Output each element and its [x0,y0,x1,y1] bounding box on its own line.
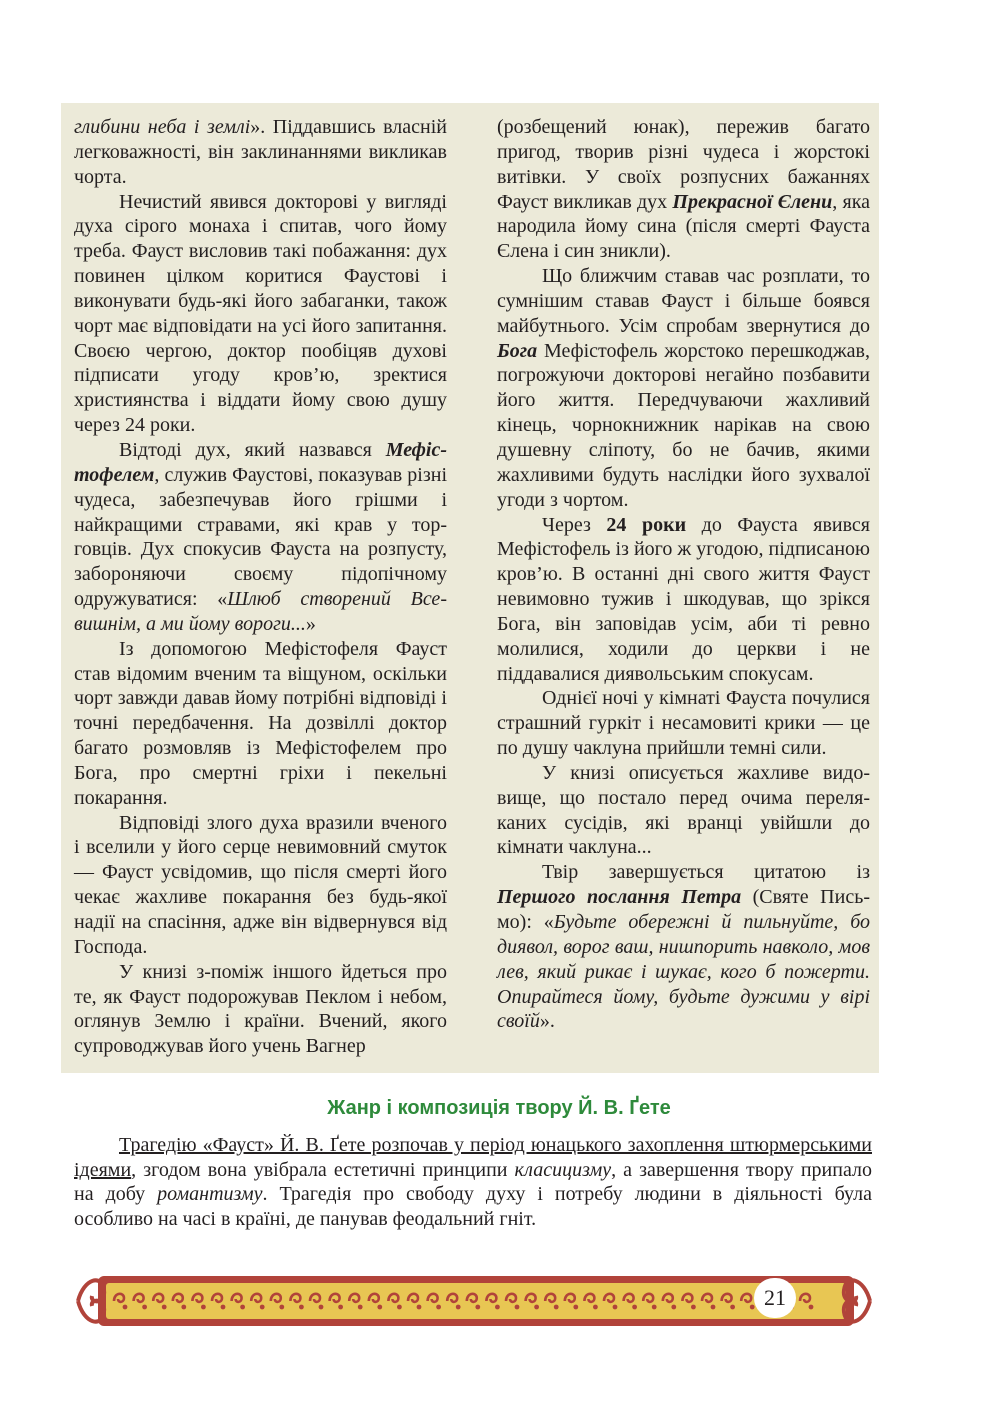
dot-ornament [181,1305,186,1310]
dot-ornament [201,1305,206,1310]
text-run: Через [542,513,607,536]
text-run: глибини неба і землі [74,116,251,138]
text-run: Бога [497,339,538,362]
dot-ornament [730,1305,735,1310]
text-run: Відтоді дух, який назвався [119,438,386,461]
dot-ornament [573,1305,578,1310]
text-run: (Святе Письмо): « [497,886,870,933]
intro-text [74,1133,872,1232]
dot-ornament [495,1305,500,1310]
dot-ornament [613,1305,618,1310]
text-run: романтизму [157,1183,263,1206]
dot-ornament [534,1305,539,1310]
intro-paragraph [74,1133,872,1232]
dot-ornament [671,1305,676,1310]
paragraph [497,115,870,264]
text-run: Відповіді злого духа вразили вченого і вселили у його серце невимовний смуток — Фауст усвідомив, що після смерті його чекає жахливе покарання без будь-якої надії на спасіння, адже він відвернувся від Господа. [74,811,447,958]
dot-ornament [691,1305,696,1310]
text-run: ». Піддавшись власній легковажності, він заклинаннями викликав чорта. [74,116,447,188]
dot-ornament [221,1305,226,1310]
dot-ornament [711,1305,716,1310]
dot-ornament [338,1305,343,1310]
paragraph [74,438,447,637]
dot-ornament [397,1305,402,1310]
text-panel [61,103,879,1073]
dot-ornament [142,1305,147,1310]
text-run: Що ближчим ставав час розплати, то сумнішим ставав Фауст і більше боявся майбутнього. Усім спробам звернутися до [497,265,870,337]
paragraph [74,811,447,960]
paragraph [497,761,870,860]
dot-ornament [809,1305,814,1310]
dot-ornament [260,1305,265,1310]
text-run: Нечистий явився докторові у вигляді духа сірого монаха і спитав, чого йому треба. Фауст висловив такі побажання: дух повинен цілком коритися Фаустові і виконувати будь-які його забаганки, також чорт має відповідати на усі його запитання. Своєю чергою, доктор пообіцяв духові підписати угоду кров’ю, зректися християнства і віддати йому свою душу через 24 роки. [74,190,447,437]
paragraph [497,860,870,1034]
text-run: Мефістофель жорстоко перешкоджав, погрожуючи докторові негайно позбавити його життя. Передчуваючи жахливий кінець, чорнокнижник нарікав на свою душевну сліпоту, бо не бачив, якими жахливими будуть наслідки його зухвалої угоди з чортом. [497,339,870,511]
dot-ornament [358,1305,363,1310]
text-run: Однієї ночі у кімнаті Фауста почулися страшний гуркіт і несамовиті крики — це по душу чаклуна прийшли темні сили. [497,687,870,760]
text-run: . Трагедія про свободу духу і потребу людини в діяльності була особливо на часі в країні, де панував феодальний гніт. [74,1183,872,1231]
paragraph [497,686,870,761]
text-run: Будьте обережні й пильнуйте, бо диявол, ворог ваш, нишпорить навколо, мов лев, який рикає і шукає, кого б пожерти. Опирайтеся йому, будьте дужими у вірі своїй [497,911,870,1033]
paragraph [497,513,870,687]
text-run: , яка народила йому сина (після смерті Фауста Єлена і син зникли). [497,190,870,263]
text-run: ». [539,1010,555,1033]
dot-ornament [299,1305,304,1310]
dot-ornament [417,1305,422,1310]
dot-ornament [162,1305,167,1310]
page-number: 21 [754,1278,796,1318]
dot-ornament [123,1305,128,1310]
dot-ornament [652,1305,657,1310]
text-run: , служив Фаустові, показував різні чудеса, забезпечував його грішми і найкращими стравами, які крав у торговців. Дух спокусив Фауста на розпусту, забороняючи своєму підопічному одружуватися: « [74,463,447,611]
text-run: до Фауста явився Мефістофель із його ж угодою, підписаною кров’ю. В останні дні свого життя Фауст невимовно тужив і шкодував, що зрікся Бога, він заповідав усім, аби ті ревно молилися, ходили до церкви і не піддавалися диявольським спокусам. [497,513,871,685]
section-heading: Жанр і композиція твору Й. В. Ґете [327,1097,671,1119]
dot-ornament [554,1305,559,1310]
dot-ornament [279,1305,284,1310]
text-run: » [305,612,316,635]
dot-ornament [632,1305,637,1310]
text-run: Мефістофелем [74,438,447,486]
text-run: Твір завершується цитатою із [542,861,870,884]
paragraph [497,264,870,512]
dot-ornament [377,1305,382,1310]
left-column [74,115,447,1059]
dot-ornament [593,1305,598,1310]
dot-ornament [750,1305,755,1310]
dot-ornament [240,1305,245,1310]
text-run: Трагедію «Фауст» Й. В. Ґете розпочав у період юнацького захоплення штюрмерськими ідеями [74,1134,872,1181]
text-run: Першого послання Петра [497,886,742,909]
dot-ornament [436,1305,441,1310]
paragraph [74,115,447,190]
text-run: У книзі з-поміж іншого йдеться про те, як Фауст подорожував Пеклом і небом, оглянув Землю і країни. Вчений, якого супроводжував його учень Вагнер [74,960,447,1058]
dot-ornament [515,1305,520,1310]
dot-ornament [456,1305,461,1310]
text-run: У книзі описується жахливе видовище, що постало перед очима переляканих сусідів, які вранці увійшли до кімнати чаклуна... [497,761,870,859]
text-run: 24 роки [606,513,687,536]
dot-ornament [319,1305,324,1310]
text-run: Шлюб створений Всевишнім, а ми йому вороги... [74,588,447,635]
text-run: Прекрасної Єлени [672,190,833,213]
right-column [497,115,870,1034]
text-run: (розбещений юнак), пережив багато пригод, творив різні чудеса і жорстокі витівки. У своїх розпусних бажаннях Фауст викликав дух [497,116,870,213]
paragraph [74,960,447,1059]
text-run: Із допомогою Мефістофеля Фауст став відомим вченим та віщуном, оскільки чорт завжди давав йому потрібні відповіді і точні передбачення. На дозвіллі доктор багато розмовляв із Мефістофелем про Бога, про смертні гріхи і пекельні покарання. [74,637,447,809]
text-run: класицизму [514,1158,612,1181]
text-run: , а завершення твору припало на добу [74,1158,872,1206]
text-run: , згодом вона увібрала естетичні принципи [131,1158,515,1181]
dot-ornament [475,1305,480,1310]
paragraph [74,637,447,811]
paragraph [74,190,447,438]
